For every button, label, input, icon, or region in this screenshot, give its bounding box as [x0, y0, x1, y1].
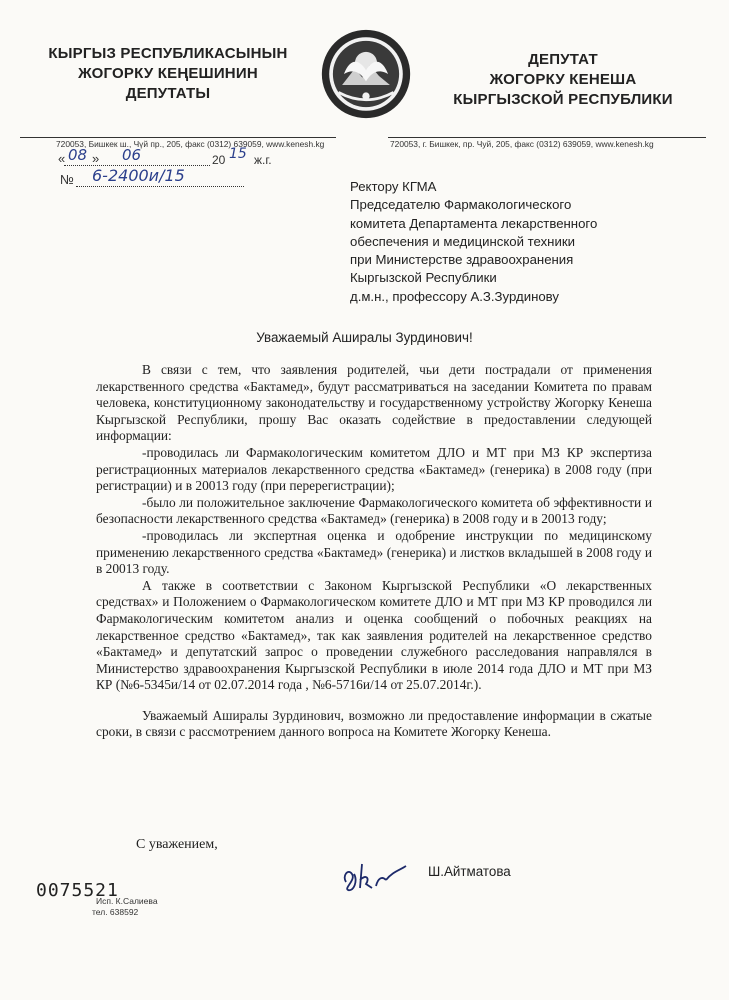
date-close-quote: »	[92, 151, 100, 166]
recipient-line: Кыргызской Республики	[350, 270, 497, 286]
executor-name: Исп. К.Салиева	[96, 896, 158, 906]
header-right-line-3: КЫРГЫЗСКОЙ РЕСПУБЛИКИ	[453, 91, 673, 108]
date-day: 08	[68, 146, 88, 164]
body-list-item: -проводилась ли экспертная оценка и одобрение инструкции по медицинскому применению лекарственного средства «Бактамед» (генерика) и листков вкладышей в 2008 году и в 20013 году.	[96, 527, 652, 577]
signer-name: Ш.Айтматова	[428, 864, 511, 879]
body-list-item: -проводилась ли Фармакологическим комитетом ДЛО и МТ при МЗ КР экспертиза регистрационных материалов лекарственного средства «Бактамед» (генерика) в 2008 году (при регистрации) и в 20013 году (при перерегистрации);	[96, 444, 652, 494]
address-right: 720053, г. Бишкек, пр. Чуй, 205, факс (0312) 639059, www.kenesh.kg	[390, 139, 654, 149]
body-list-item: -было ли положительное заключение Фармакологического комитета об эффективности и безопасности лекарственного средства «Бактамед» (генерика) в 2008 году и в 20013 году;	[96, 494, 652, 527]
outgoing-number-label: №	[60, 172, 74, 187]
date-year-suffix: 15	[229, 146, 247, 162]
kyrgyz-state-emblem-icon	[320, 28, 412, 120]
header-right-line-2: ЖОГОРКУ КЕНЕША	[489, 71, 637, 88]
handwritten-signature-icon	[340, 858, 410, 894]
recipient-line: обеспечения и медицинской техники	[350, 233, 575, 249]
date-year-prefix: 20	[212, 153, 226, 167]
date-year-abbr: ж.г.	[254, 153, 272, 167]
address-left: 720053, Бишкек ш., Чүй пр., 205, факс (0312) 639059, www.kenesh.kg	[56, 139, 325, 149]
header-left-line-2: ЖОГОРКУ КЕҢЕШИНИН	[78, 65, 258, 82]
recipient-line: д.м.н., профессору А.З.Зурдинову	[350, 288, 559, 304]
recipient-line: при Министерстве здравоохранения	[350, 252, 574, 268]
header-right-line-1: ДЕПУТАТ	[528, 51, 598, 68]
number-underline	[76, 186, 244, 187]
recipient-line: комитета Департамента лекарственного	[350, 215, 598, 231]
recipient-line: Председателю Фармакологического	[350, 197, 572, 213]
letter-body	[96, 362, 652, 741]
header-left-line-1: КЫРГЫЗ РЕСПУБЛИКАСЫНЫН	[48, 45, 288, 62]
header-rule-right	[388, 137, 706, 138]
header-left-line-3: ДЕПУТАТЫ	[125, 85, 211, 102]
outgoing-number: 6-2400и/15	[92, 166, 185, 185]
executor-phone: тел. 638592	[92, 907, 139, 917]
body-paragraph: Уважаемый Аширалы Зурдинович, возможно ли предоставление информации в сжатые сроки, в связи с рассмотрением данного вопроса на Комитете Жогорку Кенеша.	[96, 707, 652, 740]
header-rule-left	[20, 137, 336, 138]
date-open-quote: «	[58, 151, 66, 166]
recipient-block	[350, 178, 680, 306]
body-paragraph: А также в соответствии с Законом Кыргызской Республики «О лекарственных средствах» и Положением о Фармакологическом комитете ДЛО и МТ при МЗ КР проводился ли Фармакологическим комитетом анализ и оценка сообщений о побочных реакциях на лекарственное средство «Бактамед», так как заявления родителей на лекарственное средство «Бактамед» и депутатский запрос о проведении служебного расследования направлялся в Министерство здравоохранения Кыргызской Республики в июле 2014 года ДЛО и МТ при МЗ КР (№6-5345и/14 от 02.07.2014 года , №6-5716и/14 от 25.07.2014г.).	[96, 577, 652, 693]
greeting: Уважаемый Аширалы Зурдинович!	[256, 330, 473, 345]
recipient-line: Ректору КГМА	[350, 179, 437, 194]
document-serial-number: 0075521	[36, 880, 119, 901]
closing-phrase: С уважением,	[136, 837, 218, 852]
header-right-russian	[438, 50, 688, 110]
header-left-kyrgyz	[48, 44, 288, 104]
date-month: 06	[122, 146, 142, 164]
body-paragraph: В связи с тем, что заявления родителей, чьи дети пострадали от применения лекарственного средства «Бактамед», будут рассматриваться на заседании Комитета по правам человека, конституционному законодательству и государственному устройству Жогорку Кенеша Кыргызской Республики, прошу Вас оказать содействие в предоставлении следующей информации:	[96, 362, 652, 444]
